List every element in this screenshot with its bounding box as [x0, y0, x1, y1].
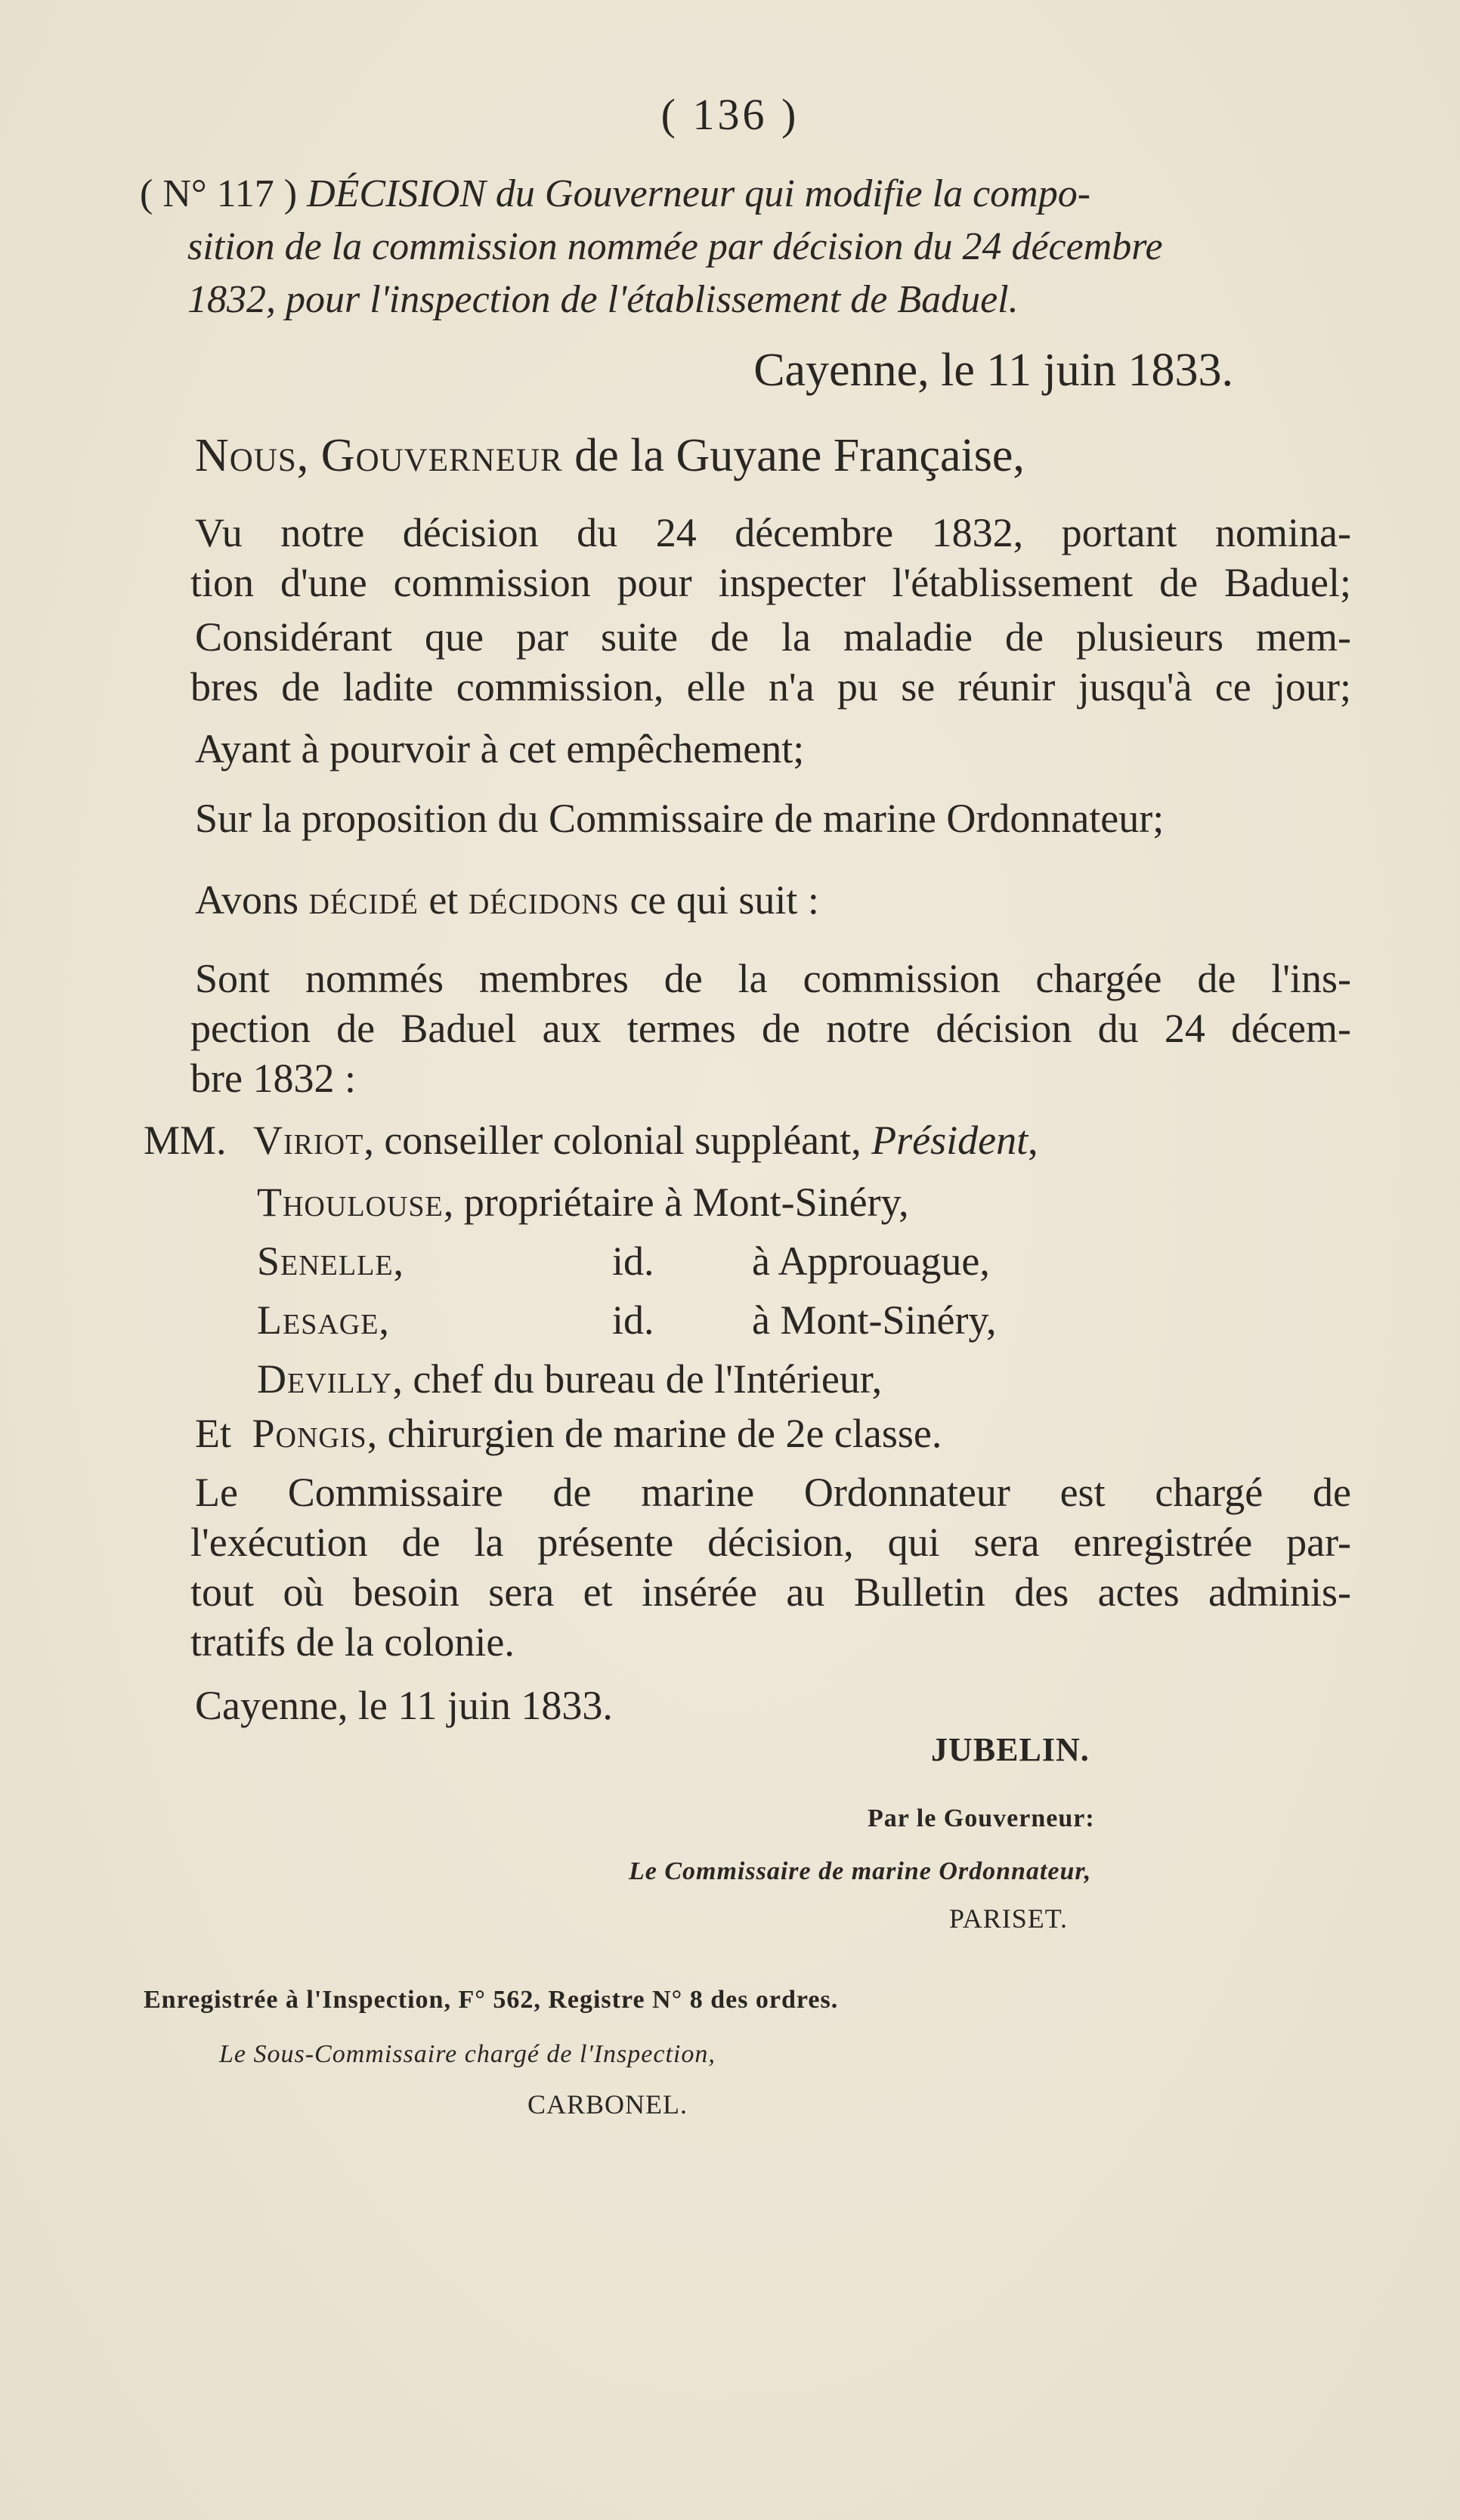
commissaire-title: Le Commissaire de marine Ordonnateur,	[629, 1857, 1092, 1885]
sont-line-3: bre 1832 :	[190, 1056, 356, 1101]
avons-suffix: ce qui suit :	[629, 877, 819, 923]
sont-line-2: pection de Baduel aux termes de notre décision du 24 décem-	[190, 1006, 1351, 1051]
registration-line: Enregistrée à l'Inspection, F° 562, Registre N° 8 des ordres.	[144, 1986, 839, 2014]
member-row-viriot	[144, 1117, 1038, 1164]
avons-et: et	[428, 877, 459, 923]
avons-decide: décidé	[308, 877, 419, 923]
considerant-line-2: bres de ladite commission, elle n'a pu se réunir jusqu'à ce jour;	[190, 664, 1351, 710]
member-row-thoulouse	[257, 1179, 909, 1226]
member-name-thoulouse: Thoulouse	[257, 1180, 444, 1225]
governor-line-rest: de la Guyane Française,	[574, 430, 1025, 481]
considerant-paragraph	[190, 612, 1351, 712]
commissaire-name: PARISET.	[949, 1903, 1069, 1934]
decision-number: ( N° 117 )	[140, 172, 298, 215]
sont-line-1: Sont nommés membres de la commission chargée de l'ins-	[195, 956, 1351, 1001]
sous-commissaire-title: Le Sous-Commissaire chargé de l'Inspection,	[219, 2040, 716, 2068]
heading-line-2: sition de la commission nommée par décision du 24 décembre	[187, 225, 1163, 268]
heading-line-1: DÉCISION du Gouverneur qui modifie la compo-	[307, 172, 1091, 215]
closing-line-2: l'exécution de la présente décision, qui sera enregistrée par-	[190, 1520, 1351, 1565]
sous-commissaire-name: CARBONEL.	[527, 2089, 688, 2120]
member-id-lesage: id.	[612, 1297, 654, 1343]
member-row-devilly	[257, 1356, 882, 1402]
closing-date: Cayenne, le 11 juin 1833.	[195, 1683, 613, 1728]
member-name-viriot: Viriot	[253, 1118, 364, 1163]
member-row-lesage	[257, 1297, 390, 1343]
et-label: Et	[195, 1411, 231, 1456]
member-name-senelle: Senelle,	[257, 1238, 405, 1284]
decision-heading	[140, 168, 1349, 326]
member-role-thoulouse: , propriétaire à Mont-Sinéry,	[443, 1180, 909, 1225]
sur-paragraph: Sur la proposition du Commissaire de marine Ordonnateur;	[195, 796, 1165, 841]
place-date: Cayenne, le 11 juin 1833.	[753, 345, 1233, 396]
governor-line	[195, 429, 1283, 483]
avons-prefix: Avons	[195, 877, 299, 923]
member-name-pongis: Pongis	[252, 1411, 367, 1456]
mm-label: MM.	[144, 1118, 227, 1163]
member-name-devilly: Devilly	[257, 1356, 393, 1402]
member-role-viriot: , conseiller colonial suppléant,	[363, 1118, 861, 1163]
nous-word: Nous,	[195, 430, 310, 481]
member-role-pongis: , chirurgien de marine de 2e classe.	[367, 1411, 942, 1456]
avons-paragraph	[195, 875, 1351, 925]
member-row-end: ,	[1028, 1118, 1038, 1163]
heading-line-3: 1832, pour l'inspection de l'établissement de Baduel.	[187, 278, 1019, 321]
avons-decidons: décidons	[468, 877, 620, 923]
closing-line-1: Le Commissaire de marine Ordonnateur est chargé de	[195, 1470, 1351, 1515]
sont-paragraph	[190, 954, 1351, 1103]
par-le-gouverneur: Par le Gouverneur:	[868, 1804, 1095, 1832]
considerant-line-1: Considérant que par suite de la maladie de plusieurs mem-	[195, 614, 1351, 660]
member-id-senelle: id.	[612, 1238, 654, 1284]
member-role-devilly: , chef du bureau de l'Intérieur,	[392, 1356, 883, 1402]
vu-paragraph	[190, 508, 1351, 608]
gouverneur-word: Gouverneur	[320, 430, 563, 481]
member-title-president: Président	[871, 1118, 1028, 1163]
vu-line-2: tion d'une commission pour inspecter l'établissement de Baduel;	[190, 560, 1351, 605]
page-number: ( 136 )	[660, 90, 800, 139]
ayant-paragraph: Ayant à pourvoir à cet empêchement;	[195, 726, 805, 771]
closing-line-3: tout où besoin sera et insérée au Bulletin des actes adminis-	[190, 1569, 1351, 1615]
closing-paragraph	[190, 1467, 1351, 1667]
member-row-senelle	[257, 1238, 404, 1285]
member-place-senelle: à Approuague,	[752, 1238, 990, 1284]
vu-line-1: Vu notre décision du 24 décembre 1832, portant nomina-	[195, 510, 1351, 555]
closing-line-4: tratifs de la colonie.	[190, 1619, 515, 1665]
member-name-lesage: Lesage,	[257, 1297, 390, 1343]
member-row-pongis	[195, 1410, 942, 1457]
signature-jubelin: JUBELIN.	[931, 1731, 1090, 1768]
member-place-lesage: à Mont-Sinéry,	[752, 1297, 997, 1343]
